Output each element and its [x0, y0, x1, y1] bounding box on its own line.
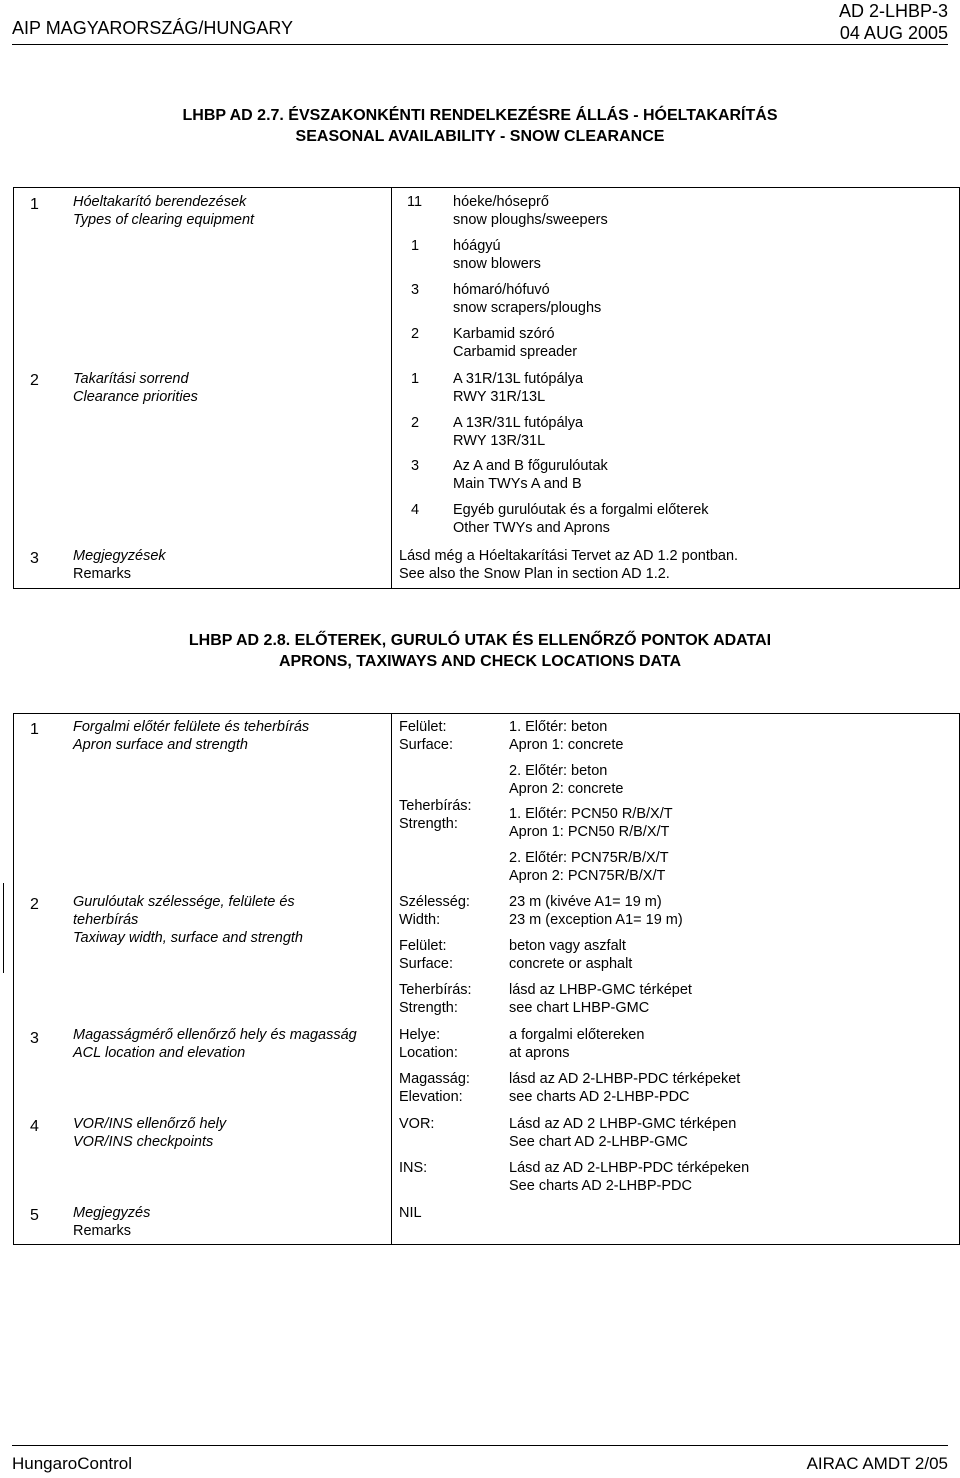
field-value: lásd az LHBP-GMC térképet: [509, 982, 692, 998]
section-2-8-title-hu: LHBP AD 2.8. ELŐTEREK, GURULÓ UTAK ÉS ELLENŐRZŐ PONTOK ADATAI: [188, 632, 772, 649]
priority-en: Main TWYs A and B: [453, 476, 582, 492]
field-value: 2. Előtér: PCN75R/B/X/T: [509, 850, 669, 866]
row-label: Remarks: [73, 1223, 132, 1239]
field-value: 1. Előtér: beton: [509, 719, 608, 735]
equipment-count: 11: [407, 194, 423, 210]
priority-rank: 3: [411, 458, 420, 474]
header-rule: [12, 44, 948, 45]
header-page-id: [839, 0, 948, 44]
field-value: Lásd az AD 2 LHBP-GMC térképen: [509, 1116, 737, 1132]
field-key-hu: VOR:: [399, 1116, 435, 1132]
priority-rank: 1: [411, 371, 420, 387]
field-value: Lásd az AD 2-LHBP-PDC térképeken: [509, 1160, 750, 1176]
footer-publisher: HungaroControl: [12, 1454, 133, 1473]
field-key-hu: Teherbírás:: [399, 982, 472, 998]
priority-en: Other TWYs and Aprons: [453, 520, 610, 536]
field-key-hu: Felület:: [399, 938, 447, 954]
equipment-count: 3: [411, 282, 420, 298]
field-value: Apron 1: concrete: [509, 737, 624, 753]
remarks-hu: Lásd még a Hóeltakarítási Tervet az AD 1.2 pontban.: [399, 548, 739, 564]
priority-hu: A 13R/31L futópálya: [453, 415, 584, 431]
priority-en: RWY 13R/31L: [453, 433, 546, 449]
field-key-hu: Helye:: [399, 1027, 441, 1043]
field-value: 2. Előtér: beton: [509, 763, 608, 779]
row-label-hu: Megjegyzések: [73, 548, 166, 564]
priority-hu: A 31R/13L futópálya: [453, 371, 584, 387]
section-2-8-title-en: APRONS, TAXIWAYS AND CHECK LOCATIONS DATA: [278, 653, 682, 670]
field-value: 1. Előtér: PCN50 R/B/X/T: [509, 806, 673, 822]
section-2-7-title-hu: LHBP AD 2.7. ÉVSZAKONKÉNTI RENDELKEZÉSRE ÁLLÁS - HÓELTAKARÍTÁS: [182, 107, 778, 124]
row-number: 3: [30, 1030, 39, 1047]
field-key-hu: INS:: [399, 1160, 428, 1176]
field-key-hu: Szélesség:: [399, 894, 470, 910]
field-value: See chart AD 2-LHBP-GMC: [509, 1134, 688, 1150]
row-number: 1: [30, 721, 39, 738]
row-label: VOR/INS checkpoints: [73, 1134, 214, 1150]
row-number: 1: [30, 196, 39, 213]
field-value: Apron 1: PCN50 R/B/X/T: [509, 824, 670, 840]
priority-rank: 2: [411, 415, 420, 431]
section-2-8-title: [0, 630, 960, 672]
field-value: lásd az AD 2-LHBP-PDC térképeket: [509, 1071, 741, 1087]
equipment-hu: hóeke/hóseprő: [453, 194, 549, 210]
field-key-en: Strength:: [399, 816, 458, 832]
equipment-count: 1: [411, 238, 420, 254]
row-label: Magasságmérő ellenőrző hely és magasság: [73, 1027, 357, 1043]
header-date: 04 AUG 2005: [839, 23, 948, 43]
field-key-en: Elevation:: [399, 1089, 463, 1105]
field-key-en: Strength:: [399, 1000, 458, 1016]
field-value: at aprons: [509, 1045, 570, 1061]
field-value: see chart LHBP-GMC: [509, 1000, 650, 1016]
field-key-en: Width:: [399, 912, 441, 928]
field-key-hu: NIL: [399, 1205, 422, 1221]
equipment-hu: hómaró/hófuvó: [453, 282, 550, 298]
field-key-en: Location:: [399, 1045, 458, 1061]
row-number: 4: [30, 1118, 39, 1135]
equipment-hu: Karbamid szóró: [453, 326, 555, 342]
field-key-hu: Teherbírás:: [399, 798, 472, 814]
row-label: Megjegyzés: [73, 1205, 151, 1221]
row-label: VOR/INS ellenőrző hely: [73, 1116, 227, 1132]
field-value: see charts AD 2-LHBP-PDC: [509, 1089, 690, 1105]
section-2-7-title: [0, 105, 960, 147]
field-key-hu: Magasság:: [399, 1071, 470, 1087]
field-value: 23 m (exception A1= 19 m): [509, 912, 683, 928]
row-label: teherbírás: [73, 912, 139, 928]
row-label-hu: Takarítási sorrend: [73, 371, 189, 387]
row-number: 3: [30, 550, 39, 567]
header-page-number: AD 2-LHBP-3: [838, 1, 948, 21]
field-key-hu: Felület:: [399, 719, 447, 735]
priority-en: RWY 31R/13L: [453, 389, 546, 405]
field-value: concrete or asphalt: [509, 956, 633, 972]
snow-clearance-column-divider: [391, 187, 392, 589]
row-label: Apron surface and strength: [73, 737, 248, 753]
field-key-en: Surface:: [399, 737, 453, 753]
priority-hu: Az A and B főgurulóutak: [453, 458, 608, 474]
aprons-column-divider: [391, 713, 392, 1245]
equipment-count: 2: [411, 326, 420, 342]
section-2-7-title-en: SEASONAL AVAILABILITY - SNOW CLEARANCE: [295, 128, 665, 145]
header-aip-title: AIP MAGYARORSZÁG/HUNGARY: [12, 18, 294, 38]
priority-rank: 4: [411, 502, 420, 518]
equipment-hu: hóágyú: [453, 238, 501, 254]
field-value: beton vagy aszfalt: [509, 938, 626, 954]
row-number: 2: [30, 372, 39, 389]
row-label-en: Remarks: [73, 566, 132, 582]
equipment-en: snow blowers: [453, 256, 541, 272]
change-bar: [3, 883, 4, 973]
field-value: Apron 2: PCN75R/B/X/T: [509, 868, 666, 884]
row-number: 2: [30, 896, 39, 913]
field-key-en: Surface:: [399, 956, 453, 972]
field-value: See charts AD 2-LHBP-PDC: [509, 1178, 692, 1194]
footer-amendment: AIRAC AMDT 2/05: [806, 1454, 948, 1473]
equipment-en: snow ploughs/sweepers: [453, 212, 608, 228]
field-value: a forgalmi előtereken: [509, 1027, 645, 1043]
row-label: Forgalmi előtér felülete és teherbírás: [73, 719, 310, 735]
row-number: 5: [30, 1207, 39, 1224]
equipment-en: snow scrapers/ploughs: [453, 300, 602, 316]
priority-hu: Egyéb gurulóutak és a forgalmi előterek: [453, 502, 709, 518]
remarks-en: See also the Snow Plan in section AD 1.2.: [399, 566, 670, 582]
footer-rule: [12, 1445, 948, 1446]
field-value: Apron 2: concrete: [509, 781, 624, 797]
row-label-hu: Hóeltakarító berendezések: [73, 194, 247, 210]
row-label-en: Types of clearing equipment: [73, 212, 255, 228]
equipment-en: Carbamid spreader: [453, 344, 578, 360]
row-label: Taxiway width, surface and strength: [73, 930, 303, 946]
aprons-taxiways-table: [13, 713, 960, 1245]
row-label: ACL location and elevation: [73, 1045, 246, 1061]
field-value: 23 m (kivéve A1= 19 m): [509, 894, 662, 910]
row-label: Gurulóutak szélessége, felülete és: [73, 894, 295, 910]
row-label-en: Clearance priorities: [73, 389, 198, 405]
